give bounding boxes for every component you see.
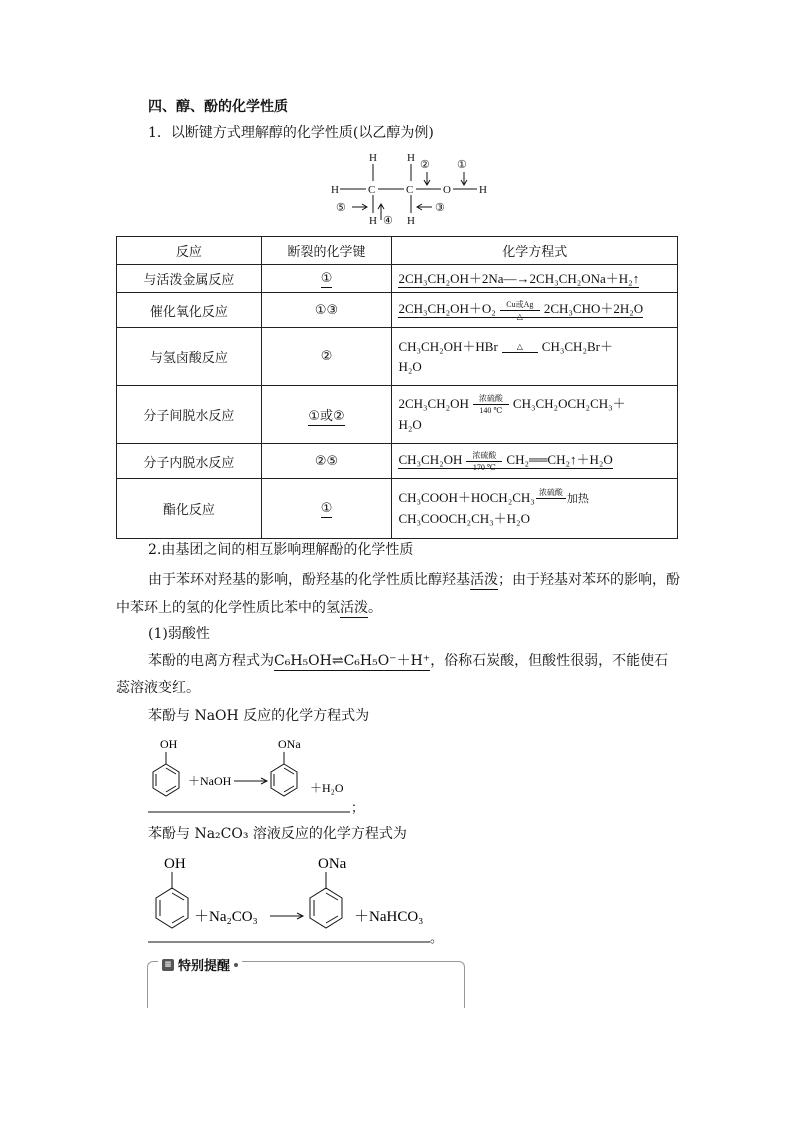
bond-marker-1: ① [457,159,467,171]
text: 。 [368,600,382,616]
table-row [117,265,678,293]
bond-marker-4: ④ [383,215,393,227]
equation-right: CH₂══CH₂↑＋H₂O [506,452,613,468]
reaction-name: 与氢卤酸反应 [117,328,262,386]
condition-bottom: 140 ℃ [479,406,503,416]
sub1-title: (1)弱酸性 [148,626,210,642]
condition-top: △ [516,341,523,351]
condition-tail: 加热 [566,492,589,505]
atom-h: H [407,215,415,227]
atom-h: H [369,152,377,164]
reaction-name: 分子间脱水反应 [117,386,262,444]
answer-blank: 活泼 [470,572,498,588]
text: 由于苯环对羟基的影响，酚羟基的化学性质比醇羟基 [148,572,470,588]
table-row [117,293,678,328]
table-row [117,386,678,444]
reaction-name: 与活泼金属反应 [117,265,262,293]
header-reaction: 反应 [117,237,262,265]
text: ，俗称石炭酸，但酸性很弱，不能使石 [430,653,669,669]
punctuation: 。 [430,930,444,945]
punctuation: ； [351,800,365,815]
equation: 2CH₃CH₂OH＋2Na—→2CH₃CH₂ONa＋H₂↑ [398,270,640,286]
note-icon: ≡ [162,959,174,971]
bond-marker-2: ② [420,159,430,171]
ona-group: ONa [318,856,347,872]
product: ＋NaHCO₃ [354,909,424,925]
reaction-name: 分子内脱水反应 [117,444,262,479]
equation-right: CH₃CH₂Br＋ [541,338,613,354]
bond-broken: ① [320,271,333,286]
table-row [117,444,678,479]
equation-left: CH₃CH₂OH＋HBr [398,338,498,354]
equation-right: CH₃CH₂OCH₂CH₃＋ [512,395,626,411]
condition-top: 浓硫酸 [538,488,563,498]
equation-left: CH₃CH₂OH [398,452,463,468]
atom-h: H [369,215,377,227]
alcohol-reaction-table [116,236,678,539]
paragraph-2-line1 [148,651,668,671]
item2-title: 2.由基团之间的相互影响理解酚的化学性质 [148,542,414,558]
condition-top: 浓硫酸 [472,450,497,460]
header-bond: 断裂的化学键 [261,237,392,265]
paragraph-1-line1 [148,570,680,590]
atom-h: H [479,184,487,196]
ethanol-structure-diagram [328,148,498,228]
oh-group: OH [160,737,178,751]
text: 中苯环上的氢的化学性质比苯中的氢 [116,600,340,616]
answer-blank: C₆H₅OH⇌C₆H₅O⁻＋H⁺ [274,653,431,669]
section-title: 四、醇、酚的化学性质 [148,99,288,115]
text: 苯酚的电离方程式为 [148,653,274,669]
bond-broken: ① [320,501,333,516]
table-row [117,479,678,539]
product: ＋H₂O [310,781,344,795]
equation-right: 2CH₃CHO＋2H₂O [543,301,644,317]
bond-broken: ①或② [308,409,345,424]
bond-broken: ①③ [261,293,392,328]
atom-c: C [368,184,376,196]
oh-group: OH [164,856,186,872]
equation-left: 2CH₃CH₂OH [398,395,469,411]
text: ；由于羟基对苯环的影响，酚 [498,572,680,588]
decorative-dot-icon [234,963,238,967]
atom-h: H [331,184,339,196]
special-tip-header [158,955,242,974]
equation-line2: CH₃COOCH₂CH₃＋H₂O [398,511,530,527]
condition-bottom: 170 ℃ [472,462,496,472]
atom-h: H [407,152,415,164]
tip-label: 特别提醒 [178,959,231,974]
reagent: ＋Na₂CO₃ [194,909,258,925]
answer-blank: 活泼 [340,600,368,616]
bond-marker-5: ⑤ [336,202,346,214]
paragraph-4: 苯酚与 Na₂CO₃ 溶液反应的化学方程式为 [148,826,407,842]
table-row [117,328,678,386]
ona-group: ONa [278,737,301,751]
paragraph-2-line2: 蕊溶液变红。 [116,680,200,696]
equation-left: 2CH₃CH₂OH＋O₂ [398,301,496,317]
condition-top: 浓硫酸 [478,394,503,404]
bond-broken: ② [261,328,392,386]
reaction-name: 酯化反应 [117,479,262,539]
phenol-naoh-equation [146,732,376,818]
reagent: ＋NaOH [188,774,232,788]
equation-line1: CH₃COOH＋HOCH₂CH₃ [398,489,535,505]
equation-line2: H₂O [398,358,422,374]
phenol-na2co3-equation [146,848,446,946]
header-equation: 化学方程式 [392,237,678,265]
bond-broken: ②⑤ [261,444,392,479]
condition-bottom: △ [516,311,523,321]
atom-c: C [406,184,414,196]
bond-marker-3: ③ [435,202,445,214]
condition-top: Cu或Ag [506,299,534,309]
equation-line2: H₂O [398,417,422,433]
paragraph-3: 苯酚与 NaOH 反应的化学方程式为 [148,708,370,724]
reaction-name: 催化氧化反应 [117,293,262,328]
paragraph-1-line2 [116,598,382,618]
item1-title: 1．以断键方式理解醇的化学性质(以乙醇为例) [148,125,434,141]
atom-o: O [443,184,451,196]
table-header-row [117,237,678,265]
